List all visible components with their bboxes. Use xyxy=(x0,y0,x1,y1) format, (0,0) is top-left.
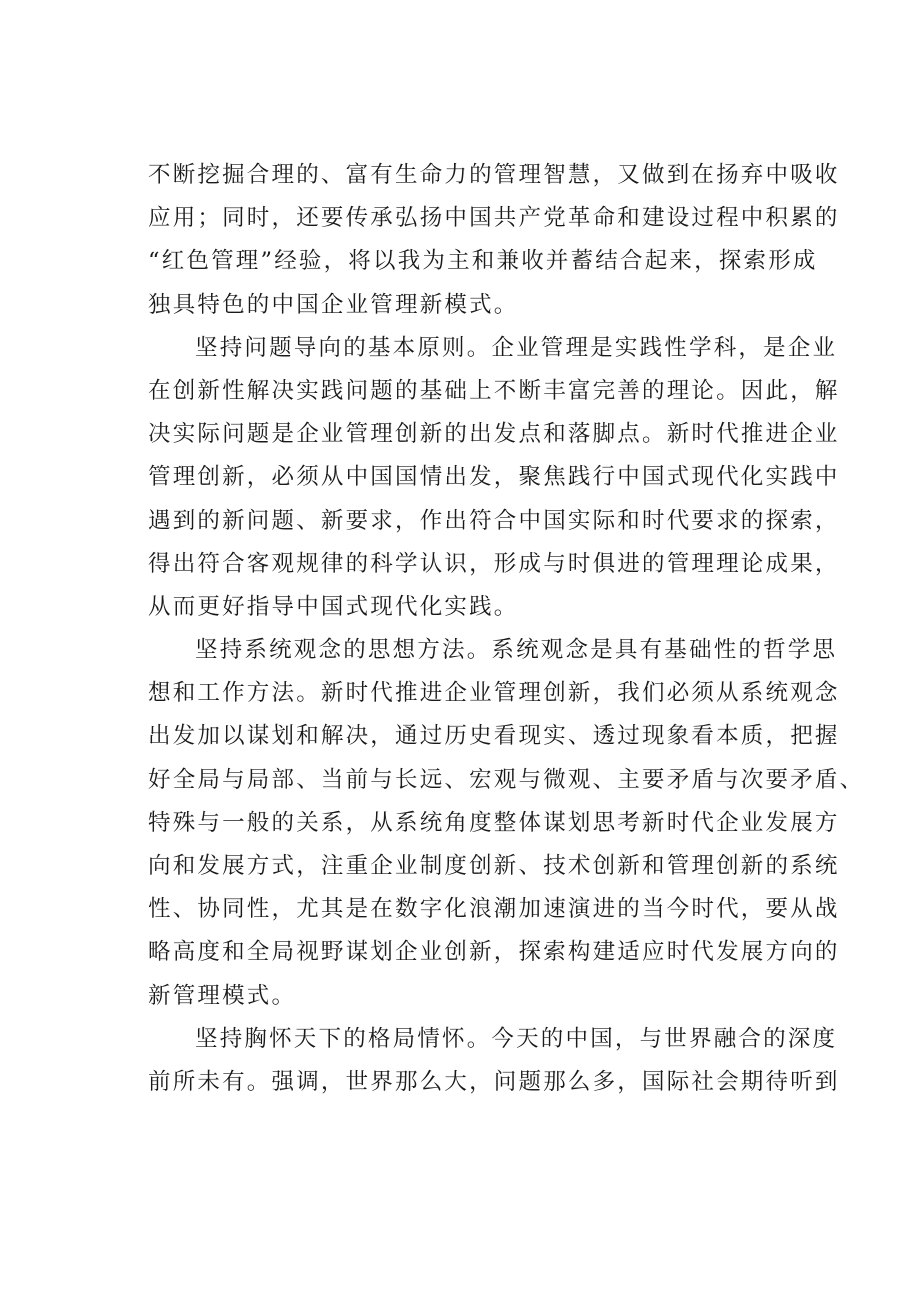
paragraph-1 xyxy=(148,154,840,327)
paragraph-line: 应用；同时，还要传承弘扬中国共产党革命和建设过程中积累的 xyxy=(148,205,840,232)
paragraph-line: 不断挖掘合理的、富有生命力的管理智慧，又做到在扬弃中吸收 xyxy=(148,162,840,188)
paragraph-line: 特殊与一般的关系，从系统角度整体谋划思考新时代企业发展方 xyxy=(148,809,840,836)
paragraph-line: 前所未有。强调，世界那么大，问题那么多，国际社会期待听到 xyxy=(148,1068,840,1095)
paragraph-line: 坚持系统观念的思想方法。系统观念是具有基础性的哲学思 xyxy=(195,637,838,664)
paragraph-line: 向和发展方式，注重企业制度创新、技术创新和管理创新的系统 xyxy=(148,853,840,879)
paragraph-line: “红色管理”经验，将以我为主和兼收并蓄结合起来，探索形成 xyxy=(148,248,818,275)
paragraph-line: 出发加以谋划和解决，通过历史看现实、透过现象看本质，把握 xyxy=(148,723,840,750)
paragraph-line: 想和工作方法。新时代推进企业管理创新，我们必须从系统观念 xyxy=(148,680,840,707)
paragraph-4 xyxy=(148,1018,840,1104)
paragraph-line: 决实际问题是企业管理创新的出发点和落脚点。新时代推进企业 xyxy=(148,421,840,448)
document-body xyxy=(148,154,865,1104)
paragraph-line: 性、协同性，尤其是在数字化浪潮加速演进的当今时代，要从战 xyxy=(148,896,840,923)
paragraph-line: 新管理模式。 xyxy=(148,982,297,1009)
paragraph-line: 好全局与局部、当前与长远、宏观与微观、主要矛盾与次要矛盾、 xyxy=(148,766,865,793)
paragraph-line: 管理创新，必须从中国国情出发，聚焦践行中国式现代化实践中 xyxy=(148,464,840,491)
paragraph-line: 坚持胸怀天下的格局情怀。今天的中国，与世界融合的深度 xyxy=(195,1025,838,1052)
paragraph-line: 遇到的新问题、新要求，作出符合中国实际和时代要求的探索， xyxy=(148,507,840,534)
paragraph-line: 独具特色的中国企业管理新模式。 xyxy=(148,291,519,318)
paragraph-line: 坚持问题导向的基本原则。企业管理是实践性学科，是企业 xyxy=(195,334,838,361)
paragraph-2 xyxy=(148,327,840,629)
paragraph-line: 在创新性解决实践问题的基础上不断丰富完善的理论。因此，解 xyxy=(148,377,840,404)
paragraph-line: 得出符合客观规律的科学认识，形成与时俱进的管理理论成果， xyxy=(148,550,840,577)
paragraph-line: 从而更好指导中国式现代化实践。 xyxy=(148,593,519,620)
paragraph-3 xyxy=(148,629,865,1018)
paragraph-line: 略高度和全局视野谋划企业创新，探索构建适应时代发展方向的 xyxy=(148,939,840,966)
